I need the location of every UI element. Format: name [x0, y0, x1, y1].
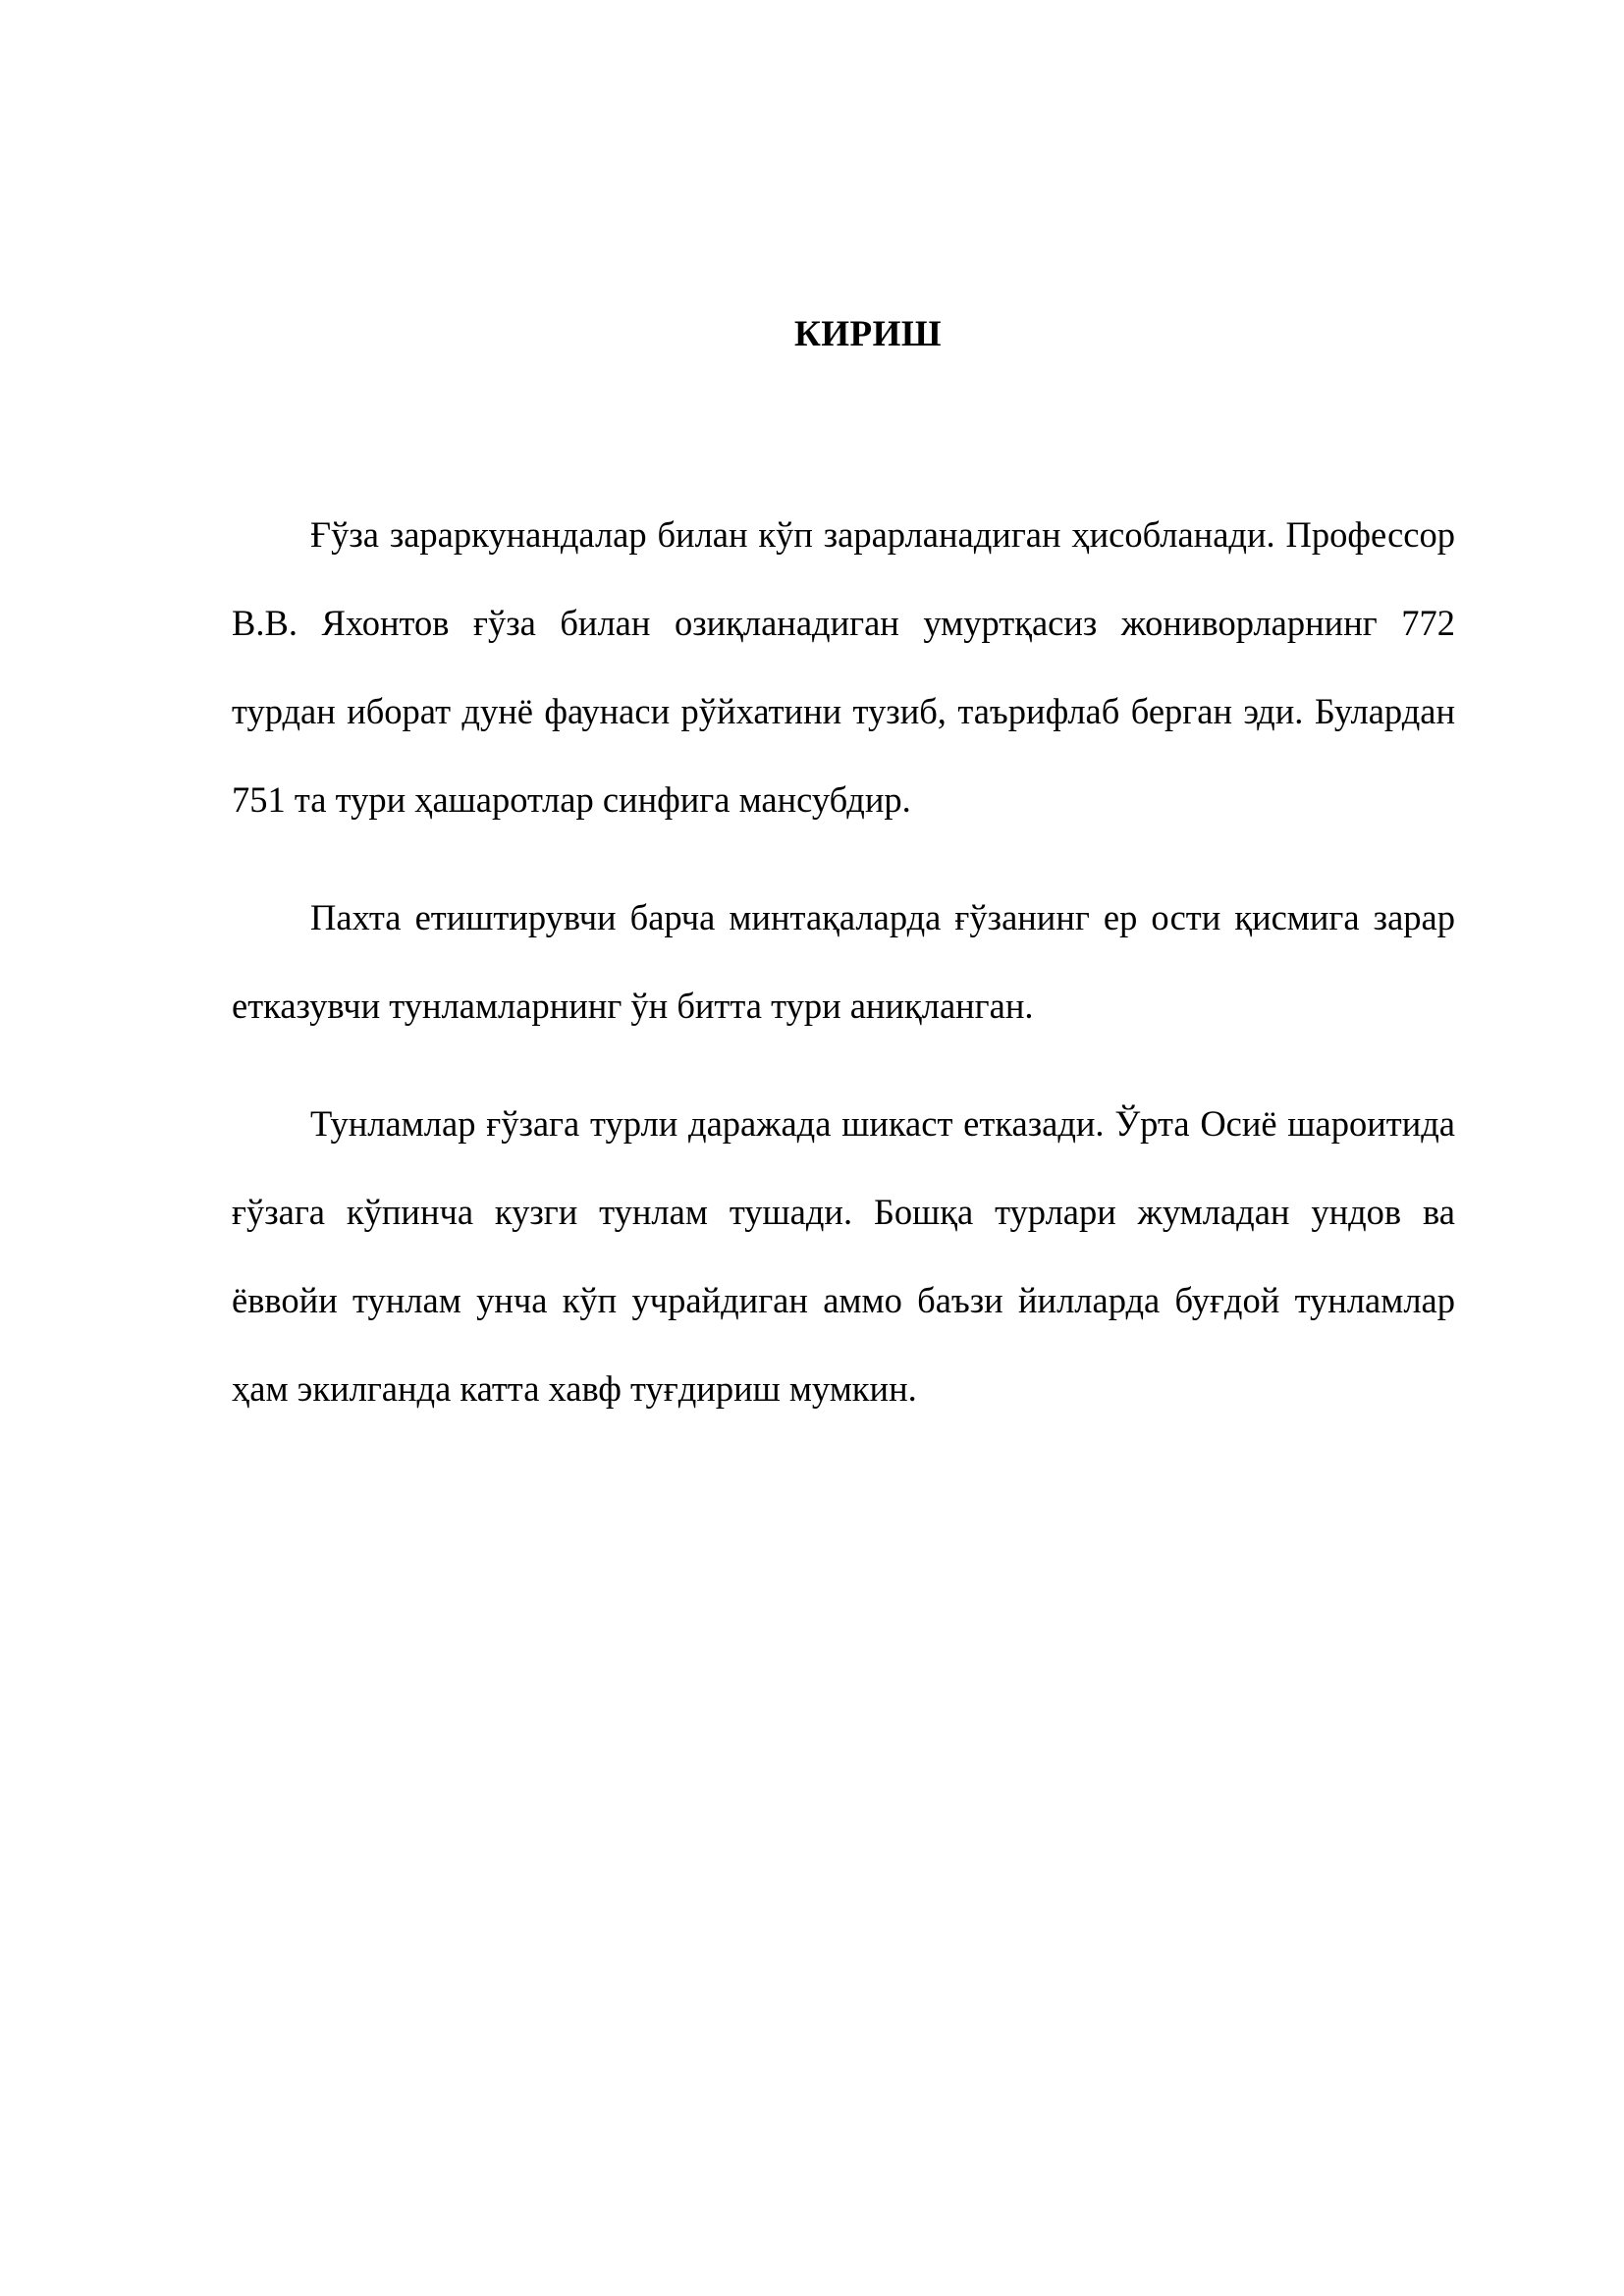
paragraph-1: Ғўза зараркунандалар билан кўп зарарланадиган ҳисобланади. Профессор В.В. Яхонтов ғўза билан озиқланадиган умуртқасиз жониворларнинг 772 турдан иборат дунё фаунаси рўйхатини тузиб, таърифлаб берган эди. Булардан 751 та тури ҳашаротлар синфига мансубдир. [232, 514, 1455, 820]
paragraph-3: Тунламлар ғўзага турли даражада шикаст етказади. Ўрта Осиё шароитида ғўзага кўпинча кузги тунлам тушади. Бошқа турлари жумладан ундов ва ёввойи тунлам унча кўп учрайдиган аммо баъзи йилларда буғдой тунламлар ҳам экилганда катта хавф туғдириш мумкин. [232, 1103, 1455, 1409]
document-body [232, 491, 1455, 1433]
page-title: КИРИШ [793, 314, 943, 354]
paragraph-2: Пахта етиштирувчи барча минтақаларда ғўзанинг ер ости қисмига зарар етказувчи тунламларнинг ўн битта тури аниқланган. [232, 897, 1455, 1026]
